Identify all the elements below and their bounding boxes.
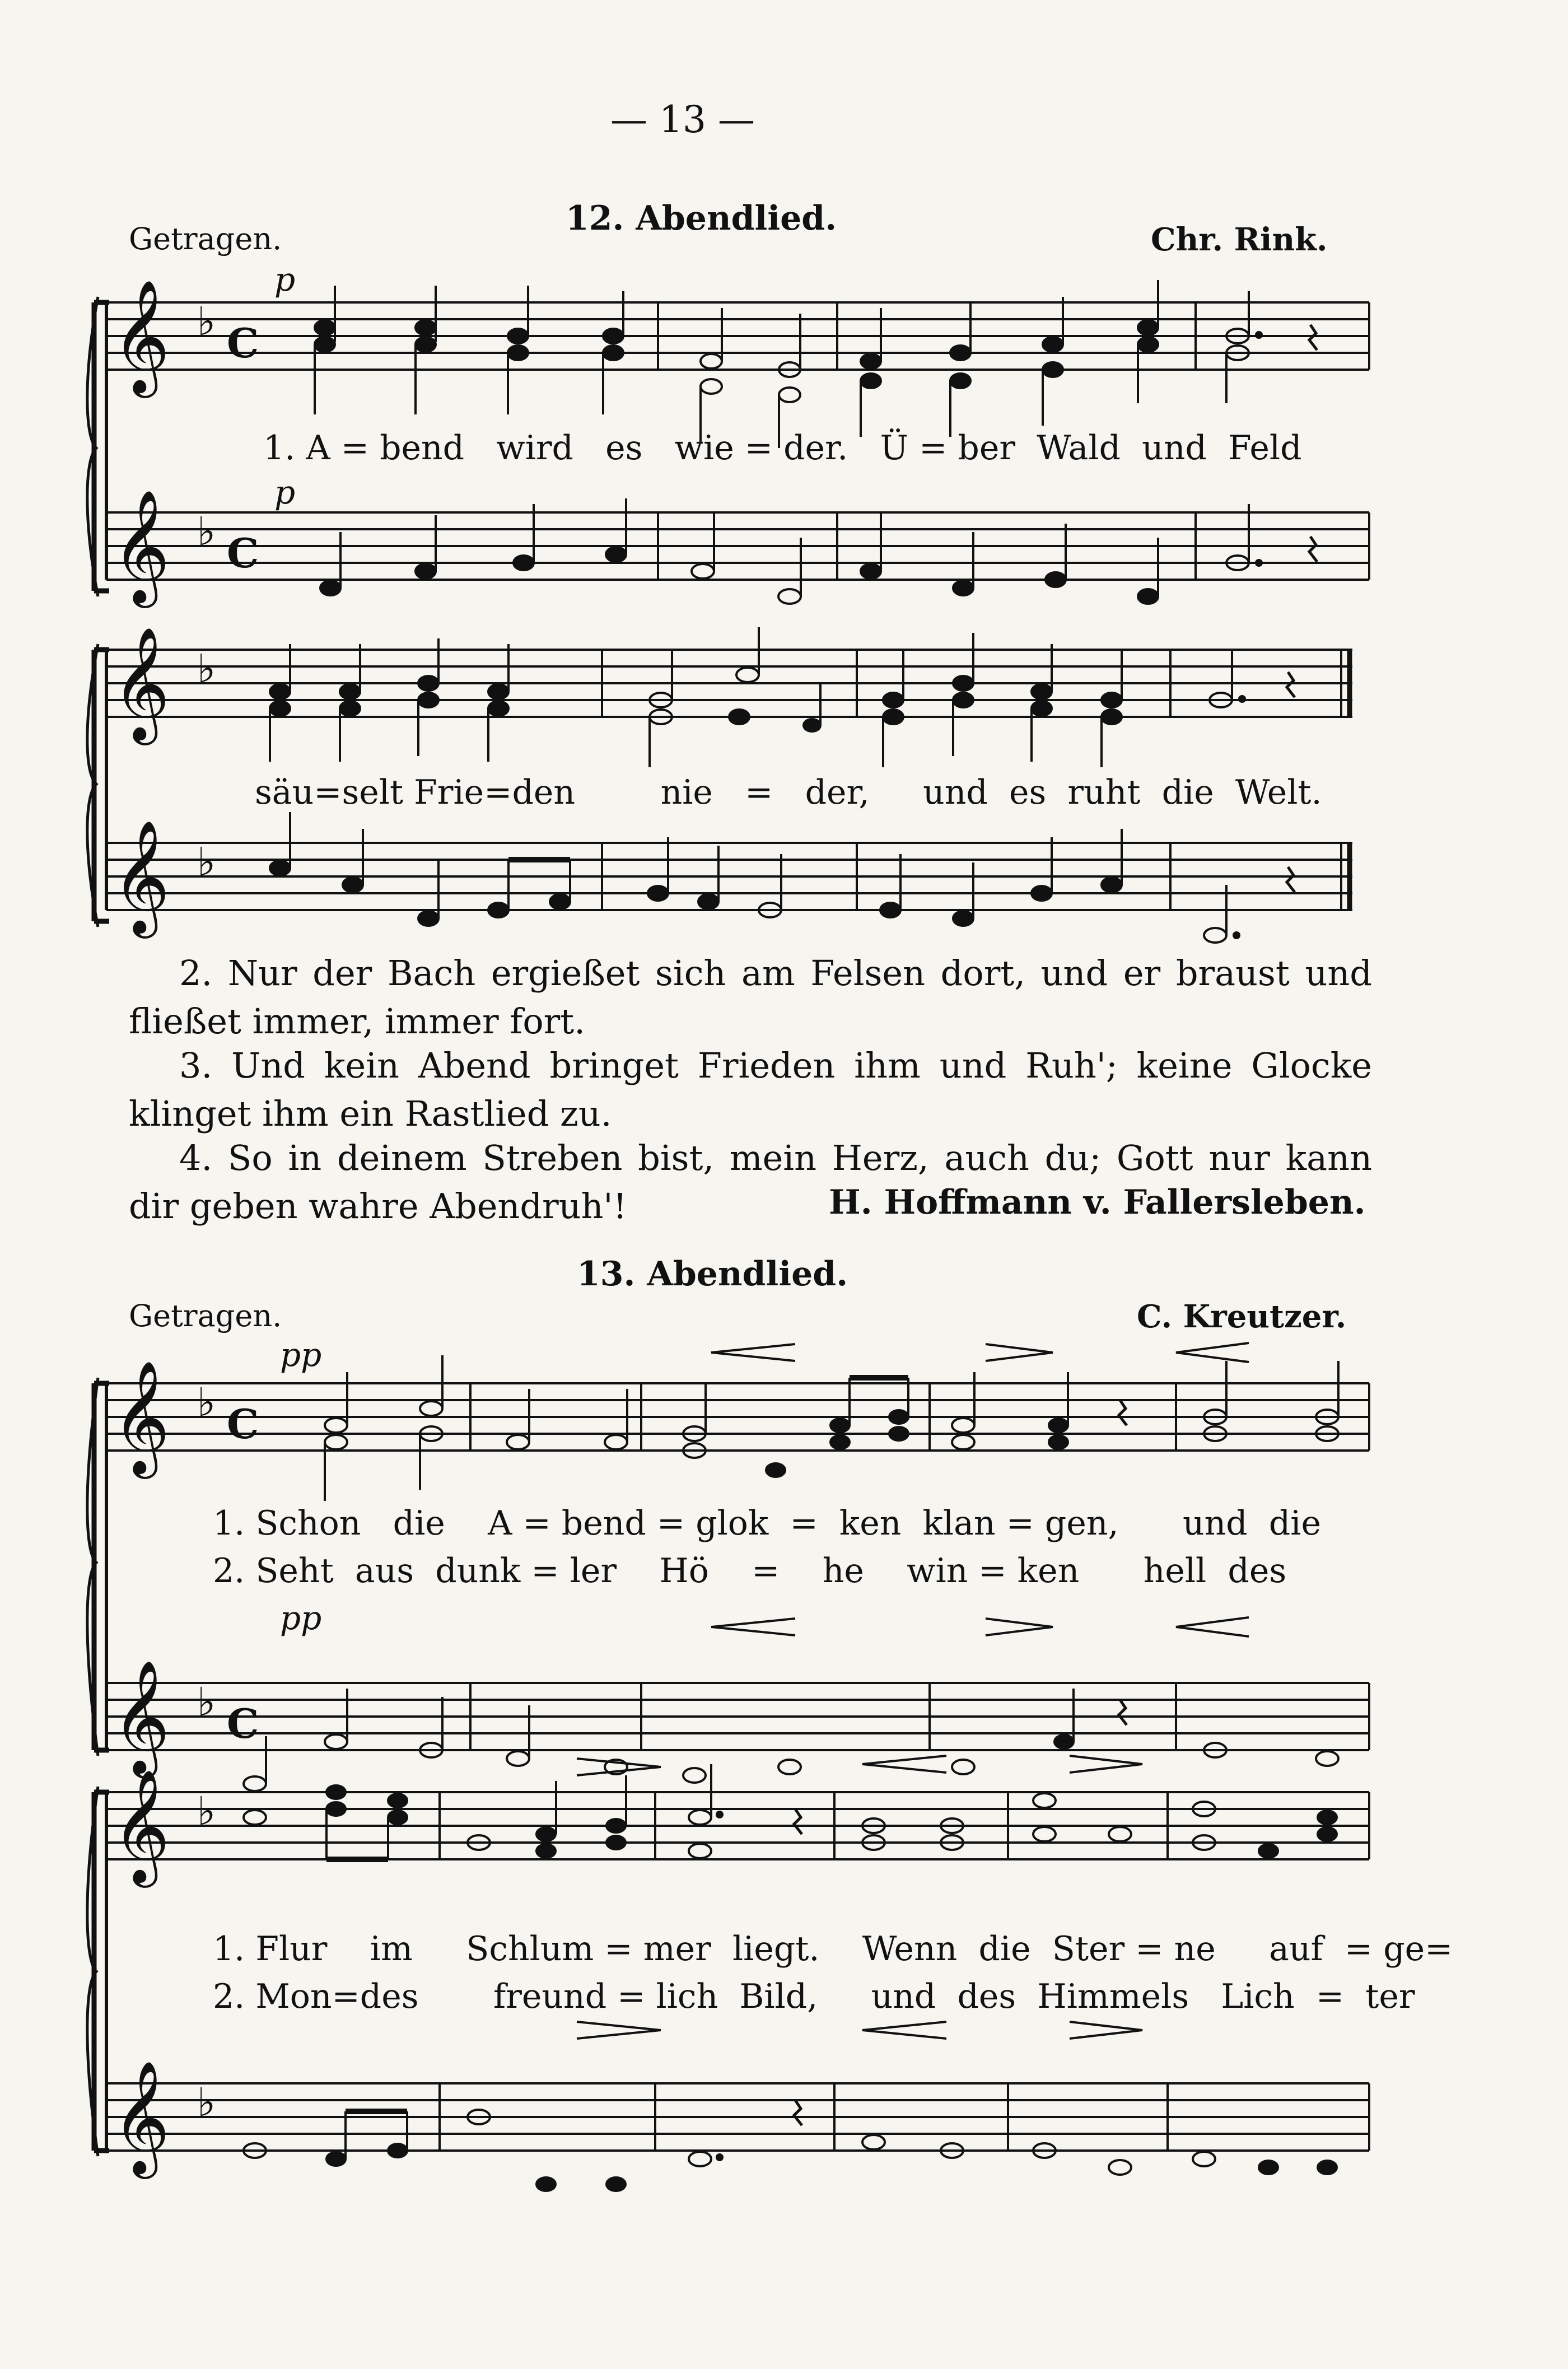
svg-text:♭: ♭ [197,299,216,344]
svg-text:♭: ♭ [197,1679,216,1725]
svg-text:𝄞: 𝄞 [112,489,170,603]
composer: Chr. Rink. [1151,221,1328,258]
page-number: — 13 — [610,98,755,141]
svg-text:♭: ♭ [197,839,216,885]
lyric-line: 1. Schon die A = bend = glok = ken klan = gen, und die [213,1504,1321,1543]
lyric-line: 2. Seht aus dunk = ler Hö = he win = ken hell des [213,1551,1287,1591]
lyric-line: 1. Flur im Schlum = mer liegt. Wenn die Ster = ne auf = ge= [213,1929,1453,1969]
svg-text:♭: ♭ [197,509,216,554]
svg-text:♭: ♭ [197,646,216,692]
dynamic-marking: p [274,260,296,299]
svg-text:𝄞: 𝄞 [112,820,170,934]
dynamic-marking: pp [280,1599,322,1637]
svg-text:♭: ♭ [197,1379,216,1425]
svg-text:C: C [227,1400,259,1448]
svg-text:C: C [227,1700,259,1747]
song-title: 13. Abendlied. [577,1255,848,1294]
svg-text:C: C [227,529,259,577]
verse-text: 4. So in deinem Streben bist, mein Herz, auch du; Gott nur kann dir geben wahre Abendruh'! [129,1137,1372,1227]
svg-text:𝄞: 𝄞 [112,2060,170,2174]
svg-text:𝄞: 𝄞 [112,1769,170,1883]
author-credit: H. Hoffmann v. Fallersleben. [829,1183,1366,1222]
tempo-marking: Getragen. [129,1298,282,1333]
tempo-marking: Getragen. [129,221,282,257]
dynamic-marking: p [274,473,296,511]
song-title: 12. Abendlied. [566,199,837,238]
composer: C. Kreutzer. [1137,1298,1347,1335]
svg-text:♭: ♭ [197,1788,216,1834]
svg-text:𝄞: 𝄞 [112,279,170,393]
dynamic-marking: pp [280,1336,322,1374]
lyric-line: 1. A = bend wird es wie = der. Ü = ber Wald und Feld [263,428,1302,468]
svg-text:𝄞: 𝄞 [112,627,170,740]
verse-text: 3. Und kein Abend bringet Frieden ihm und Ruh'; keine Glocke klinget ihm ein Rastlied zu. [129,1045,1372,1134]
svg-text:♭: ♭ [197,2079,216,2125]
verse-text: 2. Nur der Bach ergießet sich am Felsen dort, und er braust und fließet immer, immer fort. [129,953,1372,1042]
lyric-line: 2. Mon=des freund = lich Bild, und des Himmels Lich = ter [213,1977,1415,2016]
svg-text:𝄞: 𝄞 [112,1360,170,1474]
lyric-line: säu=selt Frie=den nie = der, und es ruht die Welt. [255,773,1322,812]
svg-text:C: C [227,319,259,367]
svg-text:𝄞: 𝄞 [112,1660,170,1774]
